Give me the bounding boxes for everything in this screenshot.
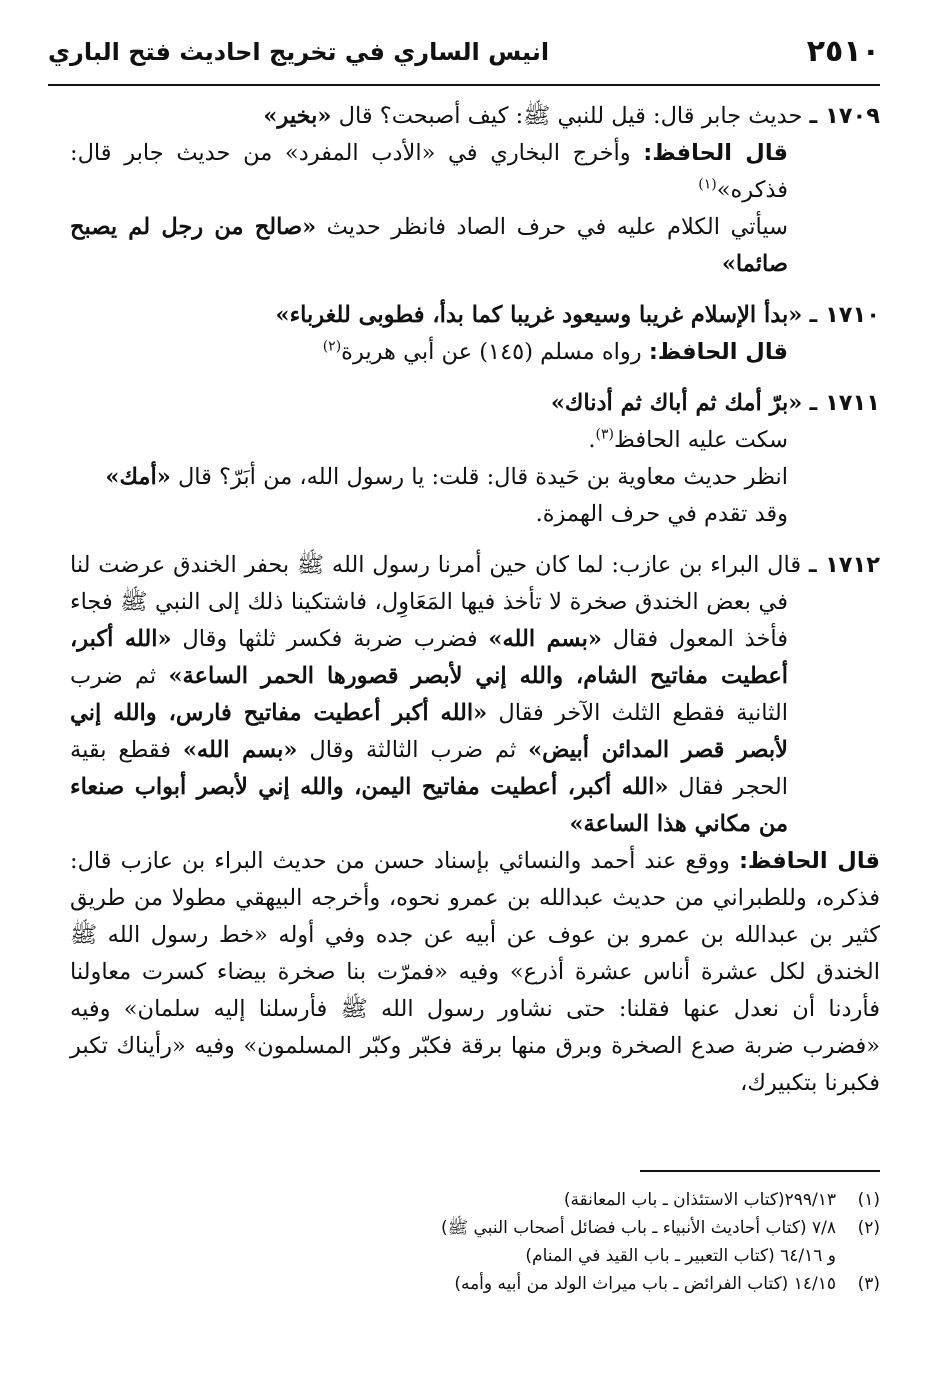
hadith-number: ١٧١٠ ـ bbox=[809, 302, 880, 328]
footnote-text: ١٤/١٥ (كتاب الفرائض ـ باب ميراث الولد من أبيه وأمه) bbox=[454, 1274, 836, 1294]
hadith-number: ١٧١٢ ـ bbox=[808, 552, 881, 578]
hadith-body: قال البراء بن عازب: لما كان حين أمرنا رسول الله ﷺ بحفر الخندق عرضت لنا في بعض الخندق صخرة لا تأخذ فيها المَعَاوِل، فاشتكينا ذلك إلى النبي ﷺ فجاء فأخذ المعول فقال bbox=[70, 552, 802, 652]
footnote-text: ٧/٨ (كتاب أحاديث الأنبياء ـ باب فضائل أصحاب النبي ﷺ) bbox=[440, 1218, 836, 1238]
footnote-number: (٢) bbox=[857, 1218, 880, 1238]
hadith-quote: «بخير» bbox=[263, 103, 332, 129]
footnote-number: (١) bbox=[857, 1190, 880, 1210]
footnote-divider bbox=[640, 1170, 880, 1172]
footnote-2 bbox=[70, 1214, 880, 1242]
hafiz-comment bbox=[70, 843, 880, 1102]
reference-text: انظر حديث معاوية بن حَيدة قال: قلت: يا رسول الله، من أبَرّ؟ قال bbox=[170, 464, 788, 490]
hadith-number: ١٧١١ ـ bbox=[809, 390, 880, 416]
running-title: انيس الساري في تخريج احاديث فتح الباري bbox=[48, 38, 550, 66]
hadith-text bbox=[70, 385, 880, 422]
comment-text: ووقع عند أحمد والنسائي بإسناد حسن من حديث البراء بن عازب قال: فذكره، وللطبراني من حديث عبدالله بن عمرو نحوه، وأخرجه البيهقي مطولا من طريق كثير بن عبدالله بن عمرو بن عوف عن أبيه عن جده وفي أوله «خط رسول الله ﷺ الخندق لكل عشرة أناس عشرة أذرع» وفيه «فمرّت بنا صخرة بيضاء كسرت معاولنا فأردنا أن نعدل عنها فقلنا: حتى نشاور رسول الله ﷺ فأرسلنا إليه سلمان» وفيه «فضرب ضربة صدع الصخرة وبرق منها برقة فكبّر وكبّر المسلمون» وفيه «رأيناك تكبر فكبرنا بتكبيرك، bbox=[70, 848, 880, 1096]
reference-quote: «صالح من رجل لم يصبح صائما» bbox=[70, 214, 788, 277]
footnote-ref: (١) bbox=[698, 176, 717, 193]
footnote-number: (٣) bbox=[857, 1274, 880, 1294]
hadith-entry-1711 bbox=[70, 385, 880, 533]
previous-reference: وقد تقدم في حرف الهمزة. bbox=[535, 501, 788, 527]
hafiz-label: قال الحافظ: bbox=[738, 848, 881, 874]
hadith-quote: «بسم الله» bbox=[182, 737, 298, 763]
hadith-quote: «بسم الله» bbox=[488, 626, 602, 652]
note-text: سكت عليه الحافظ bbox=[613, 427, 788, 453]
hadith-text bbox=[70, 297, 880, 334]
hafiz-comment bbox=[70, 334, 880, 371]
hadith-body: فضرب ضربة فكسر ثلثها وقال bbox=[171, 626, 489, 652]
hadith-body: حديث جابر قال: قيل للنبي ﷺ: كيف أصبحت؟ قال bbox=[331, 103, 803, 129]
hadith-quote: «الله أكبر، أعطيت مفاتيح اليمن، والله إني لأبصر أبواب صنعاء من مكاني هذا الساعة» bbox=[70, 774, 788, 837]
hadith-quote: «بدأ الإسلام غريبا وسيعود غريبا كما بدأ، فطوبى للغرباء» bbox=[275, 302, 803, 328]
hadith-body: ثم ضرب الثانية فقطع الثلث الآخر فقال bbox=[70, 663, 788, 726]
cross-reference bbox=[70, 209, 880, 283]
hadith-text bbox=[70, 98, 880, 135]
hadith-entry-1709 bbox=[70, 98, 880, 283]
comment-text: وأخرج البخاري في «الأدب المفرد» من حديث جابر قال: فذكره» bbox=[70, 140, 788, 203]
hadith-number: ١٧٠٩ ـ bbox=[809, 103, 880, 129]
reference-quote: «أمك» bbox=[105, 464, 171, 490]
footnote-3 bbox=[70, 1270, 880, 1298]
hadith-quote: «برّ أمك ثم أباك ثم أدناك» bbox=[550, 390, 803, 416]
hadith-body: فقطع بقية الحجر فقال bbox=[70, 737, 788, 800]
footnote-ref: (٢) bbox=[322, 338, 342, 355]
reference-text: سيأتي الكلام عليه في حرف الصاد فانظر حديث bbox=[316, 214, 788, 240]
footnotes bbox=[70, 1186, 880, 1298]
hadith-text bbox=[70, 547, 880, 843]
page-header bbox=[48, 28, 880, 86]
hafiz-label: قال الحافظ: bbox=[648, 339, 788, 365]
footnote-2-continuation: و ٦٤/١٦ (كتاب التعبير ـ باب القيد في المنام) bbox=[525, 1246, 836, 1266]
footnote-ref: (٣) bbox=[595, 426, 614, 443]
hadith-entry-1712 bbox=[70, 547, 880, 1102]
cross-reference bbox=[70, 459, 880, 496]
hafiz-label: قال الحافظ: bbox=[643, 140, 789, 166]
hadith-quote: «الله أكبر، أعطيت مفاتيح الشام، والله إني لأبصر قصورها الحمر الساعة» bbox=[70, 626, 788, 689]
footnote-1 bbox=[70, 1186, 880, 1214]
footnote-text: ٢٩٩/١٣(كتاب الاستئذان ـ باب المعانقة) bbox=[563, 1190, 836, 1210]
main-text bbox=[70, 98, 880, 1116]
hadith-body: ثم ضرب الثالثة وقال bbox=[297, 737, 529, 763]
page-number: ٢٥١٠ bbox=[806, 34, 880, 69]
hafiz-silence-note: سكت عليه الحافظ$^{(٣)}$. bbox=[588, 426, 788, 453]
hadith-quote: «الله أكبر أعطيت مفاتيح فارس، والله إني لأبصر قصر المدائن أبيض» bbox=[70, 700, 789, 763]
hadith-entry-1710 bbox=[70, 297, 880, 371]
hafiz-comment bbox=[70, 135, 880, 209]
comment-text: رواه مسلم (١٤٥) عن أبي هريرة bbox=[341, 339, 642, 365]
